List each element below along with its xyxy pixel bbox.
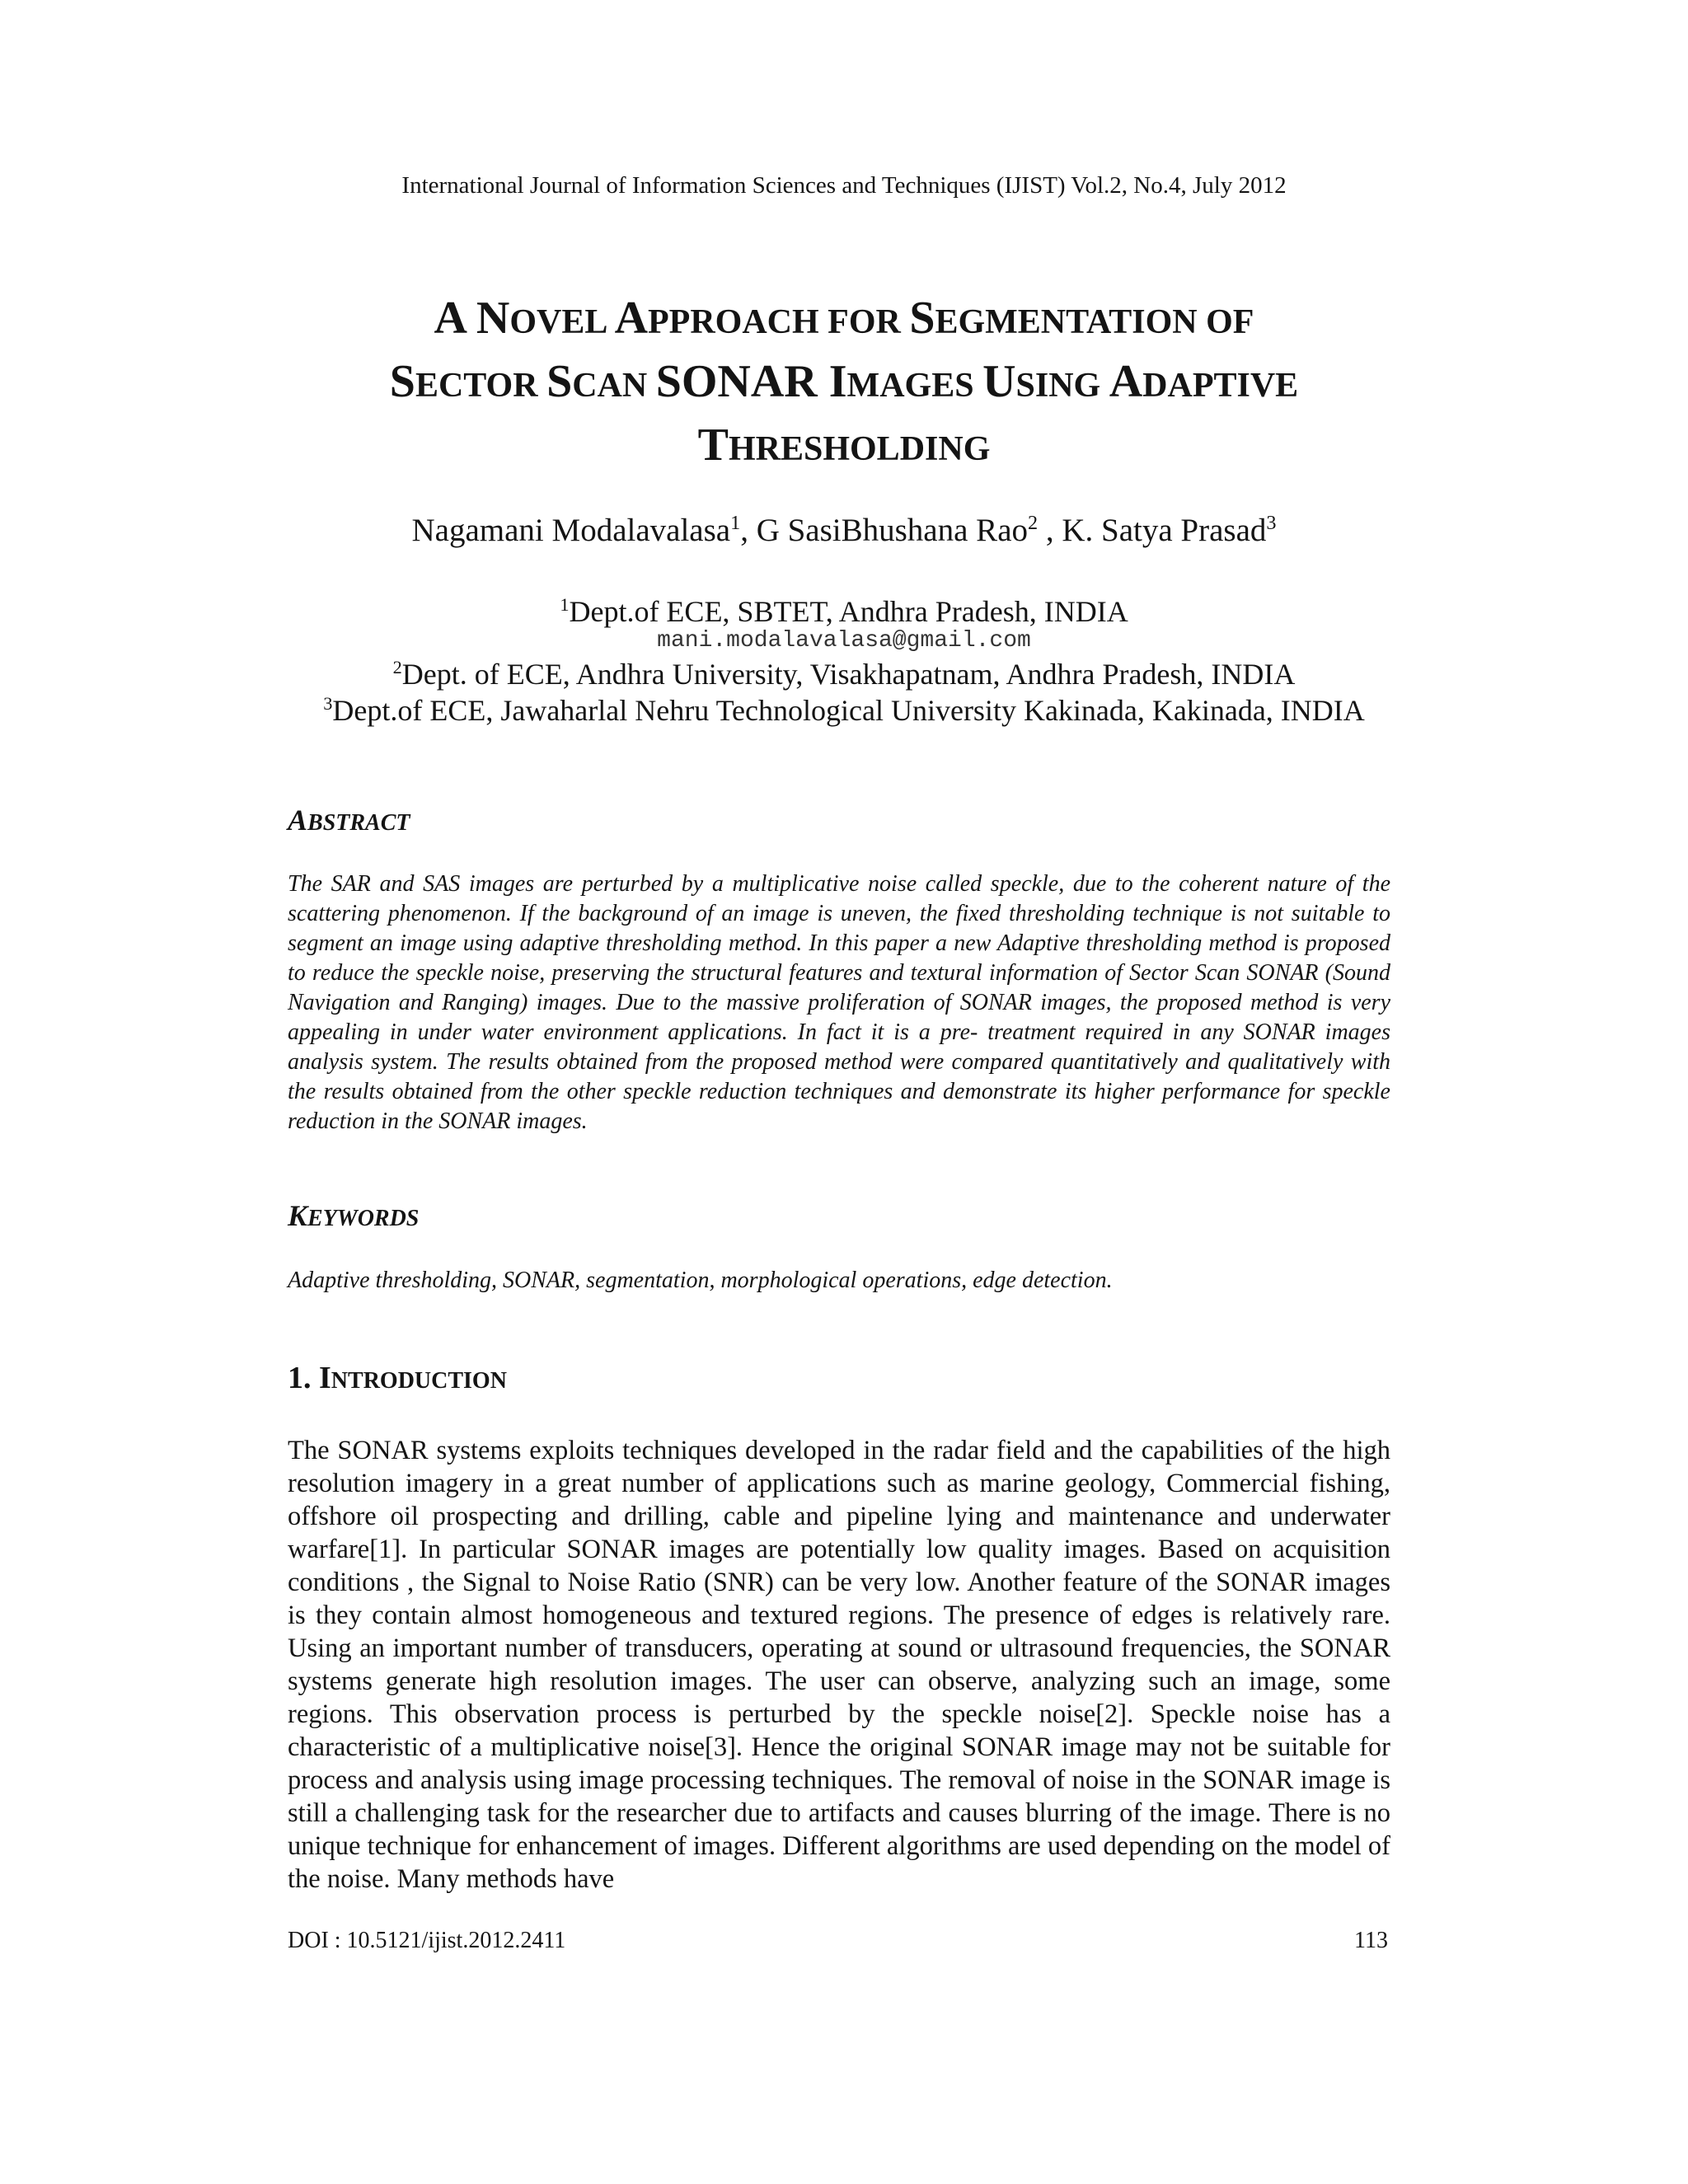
title-line-2 (206, 352, 1482, 415)
title-line-3 (206, 415, 1482, 479)
author-1-affil-mark: 1 (730, 512, 741, 534)
title-line1-run: S (909, 293, 935, 344)
title-line1-run: A N (434, 293, 510, 344)
abstract-text: The SAR and SAS images are perturbed by a multiplicative noise called speckle, due to the coherent nature of the scattering phenomenon. If the background of an image is uneven, the fixed thresholding technique is not suitable to segment an image using adaptive thresholding method. In this paper a new Adaptive thresholding method is proposed to reduce the speckle noise, preserving the structural features and textural information of Sector Scan SONAR (Sound Navigation and Ranging) images. Due to the massive proliferation of SONAR images, the proposed method is very appealing in under water environment applications. In fact it is a pre- treatment required in any SONAR images analysis system. The results obtained from the proposed method were compared quantitatively and qualitatively with the results obtained from the other speckle reduction techniques and demonstrate its higher performance for speckle reduction in the SONAR images. (288, 871, 1390, 1134)
title-line2-run: A (1109, 356, 1143, 407)
author-list (0, 511, 1688, 551)
author-2-affil-mark: 2 (1028, 512, 1039, 534)
title-line2-run: U (982, 356, 1016, 407)
paper-title (206, 288, 1482, 479)
author-3-affil-mark: 3 (1266, 512, 1277, 534)
title-line2-run: CAN (572, 367, 656, 405)
title-line-1 (206, 288, 1482, 352)
introduction-text: The SONAR systems exploits techniques developed in the radar field and the capabilities of the high resolution imagery in a great number of applications such as marine geology, Commercial fishing, offshore oil prospecting and drilling, cable and pipeline lying and maintenance and underwater warfare[1]. In particular SONAR images are potentially low quality images. Based on acquisition conditions , the Signal to Noise Ratio (SNR) can be very low. Another feature of the SONAR images is they contain almost homogeneous and textured regions. The presence of edges is relatively rare. Using an important number of transducers, operating at sound or ultrasound frequencies, the SONAR systems generate high resolution images. The user can observe, analyzing such an image, some regions. This observation process is perturbed by the speckle noise[2]. Speckle noise has a characteristic of a multiplicative noise[3]. Hence the original SONAR image may not be suitable for process and analysis using image processing techniques. The removal of noise in the SONAR image is still a challenging task for the researcher due to artifacts and causes blurring of the image. There is no unique technique for enhancement of images. Different algorithms are used depending on the model of the noise. Many methods have (288, 1436, 1390, 1894)
title-line2-run: SONAR I (655, 356, 847, 407)
keywords-heading: KEYWORDS (288, 1199, 420, 1232)
page-number: 113 (1354, 1928, 1388, 1953)
running-head: International Journal of Information Sciences and Techniques (IJIST) Vol.2, No.4, July 2012 (401, 172, 1287, 199)
title-line1-run: PPROACH FOR (648, 303, 910, 341)
affiliation-3: $^3$Dept.of ECE, Jawaharlal Nehru Technological University Kakinada, Kakinada, INDIA (323, 693, 1365, 727)
author-2: , G SasiBhushana Rao (740, 513, 1028, 548)
author-3: , K. Satya Prasad (1038, 513, 1267, 548)
title-line2-run: S (546, 356, 573, 407)
title-line3-run: HRESHOLDING (728, 430, 991, 468)
keywords-text: Adaptive thresholding, SONAR, segmentation, morphological operations, edge detection. (288, 1268, 1113, 1293)
title-line1-run: EGMENTATION OF (935, 303, 1254, 341)
title-line2-run: SING (1015, 367, 1109, 405)
title-line2-run: MAGES (846, 367, 983, 405)
affiliation-2: $^2$Dept. of ECE, Andhra University, Visakhapatnam, Andhra Pradesh, INDIA (392, 657, 1296, 691)
introduction-heading: 1. INTRODUCTION (288, 1361, 507, 1395)
abstract-heading: ABSTRACT (288, 804, 410, 837)
title-line2-run: S (389, 356, 415, 407)
affiliation-1: $^1$Dept.of ECE, SBTET, Andhra Pradesh, INDIA (560, 594, 1128, 628)
author-email[interactable]: mani.modalavalasa@gmail.com (657, 628, 1031, 654)
title-line2-run: DAPTIVE (1142, 367, 1299, 405)
doi: DOI : 10.5121/ijist.2012.2411 (288, 1928, 566, 1953)
title-line2-run: ECTOR (415, 367, 547, 405)
title-line3-run: T (697, 419, 729, 471)
title-line1-run: A (614, 293, 649, 344)
author-1: Nagamani Modalavalasa (411, 513, 731, 548)
title-line1-run: OVEL (509, 303, 615, 341)
